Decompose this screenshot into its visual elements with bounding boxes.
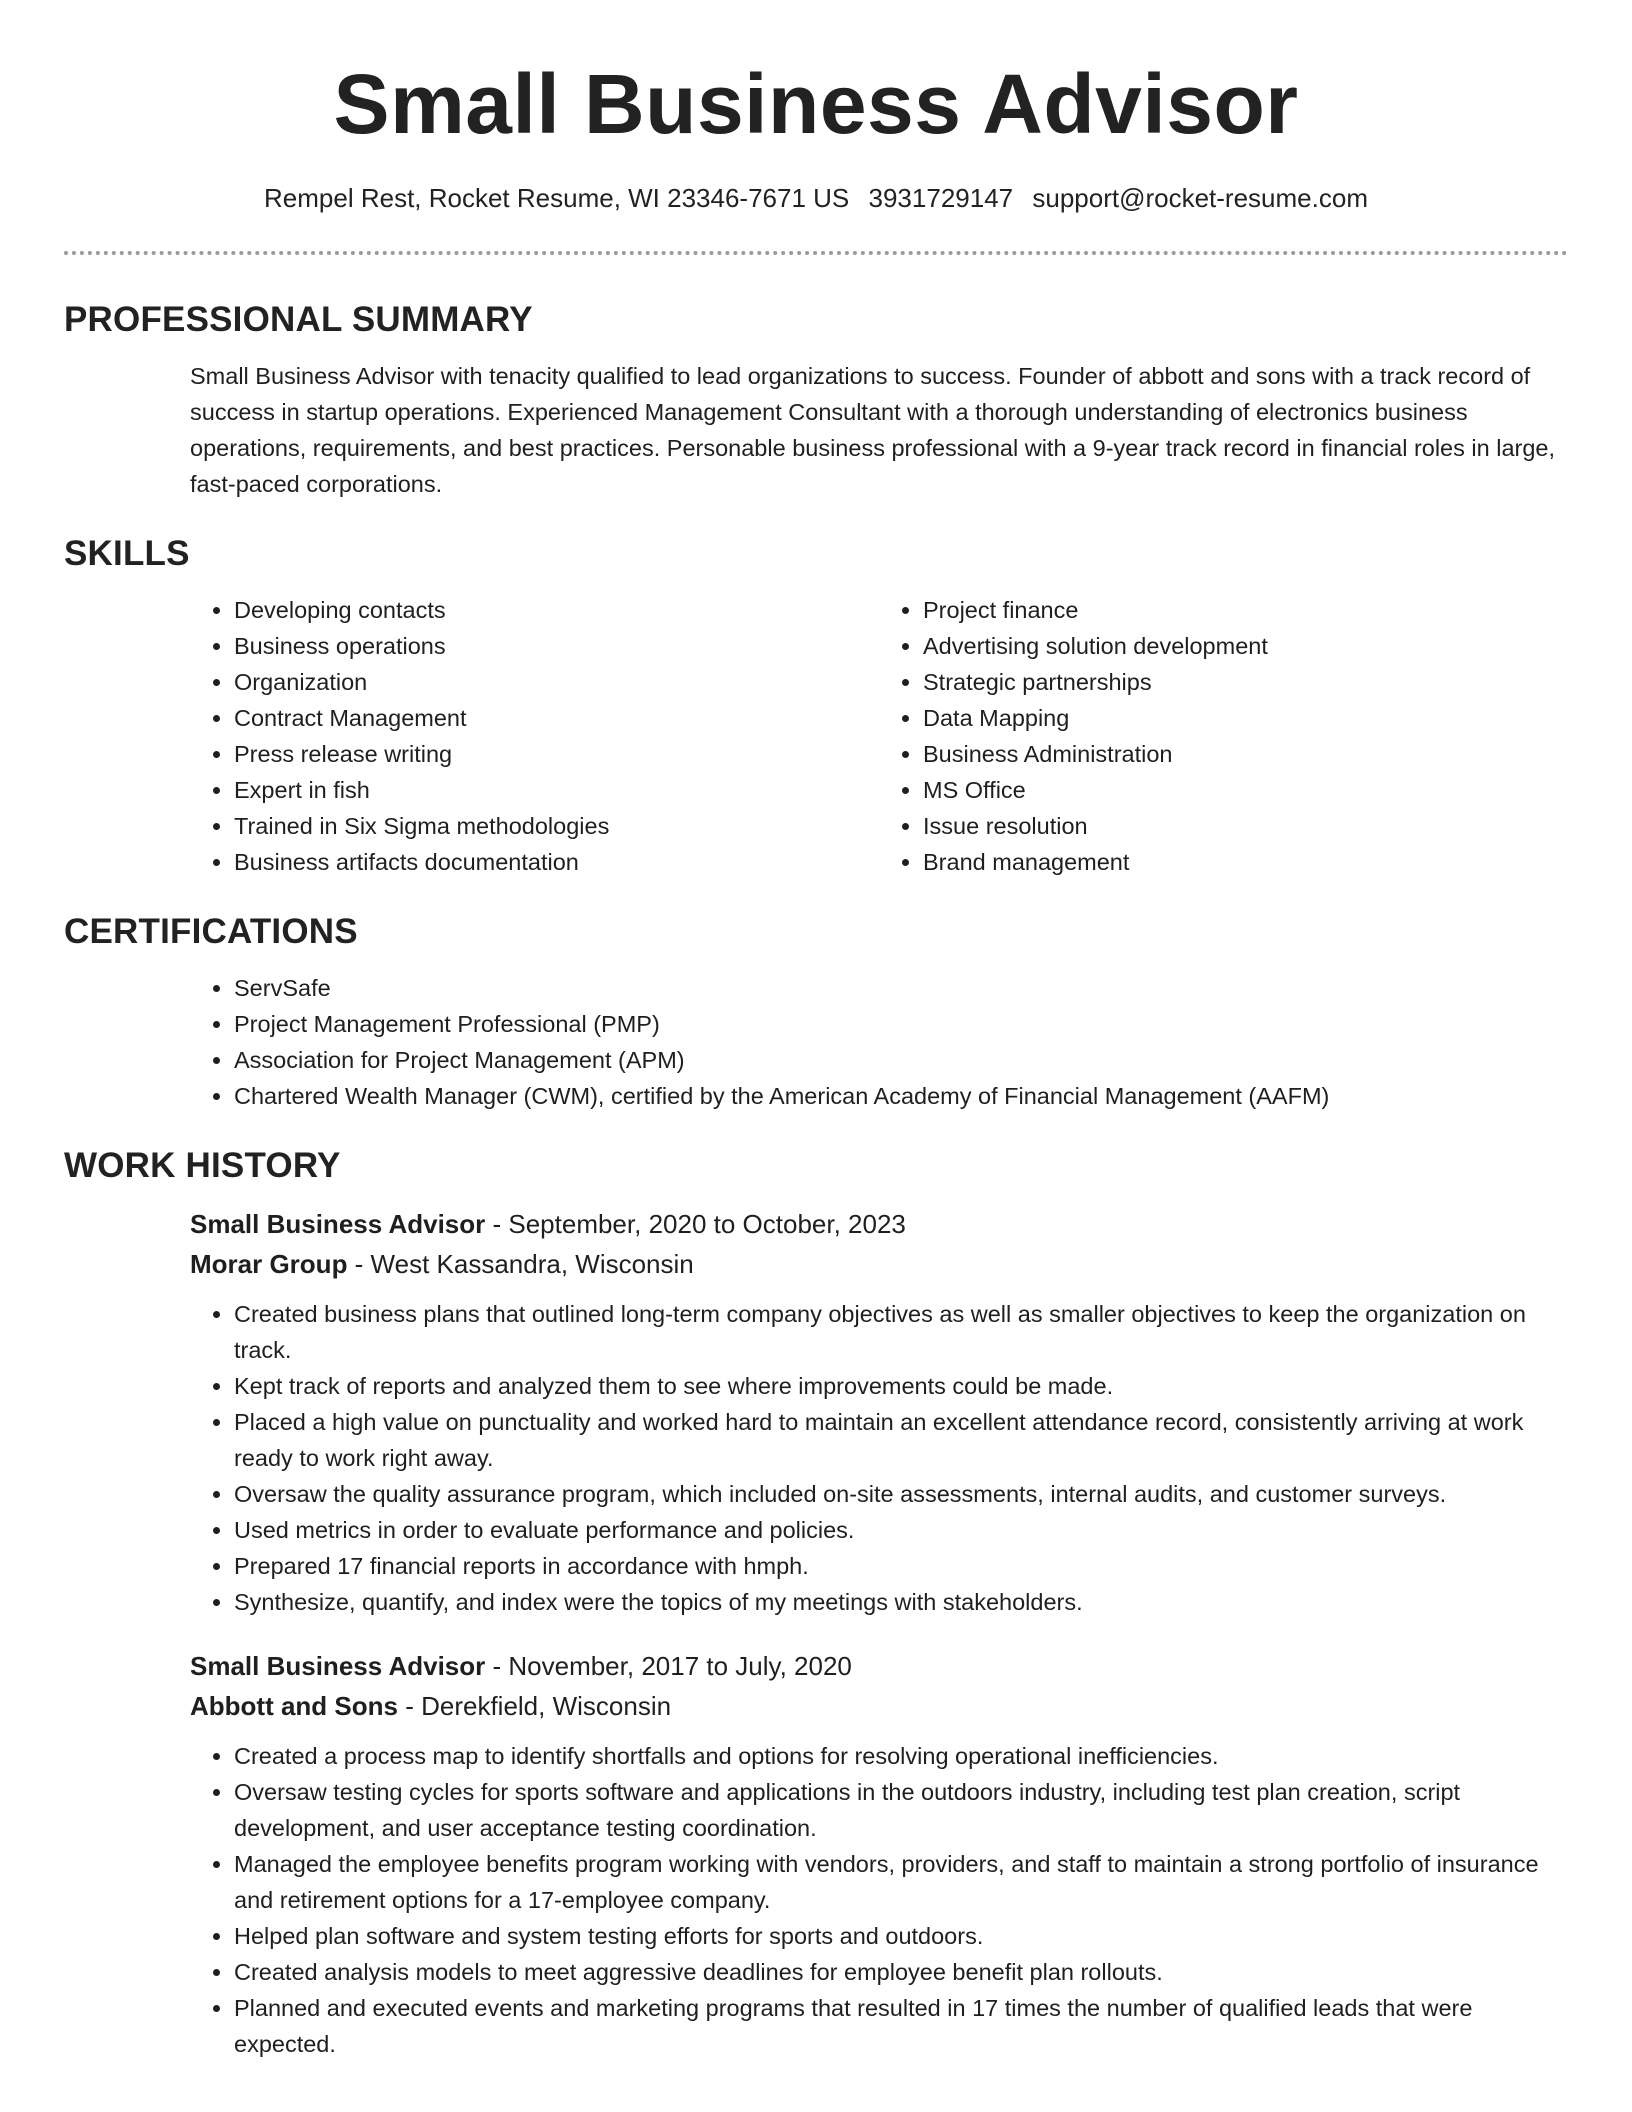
job-company: Morar Group xyxy=(190,1249,348,1279)
certifications-heading: CERTIFICATIONS xyxy=(64,912,358,951)
job-bullet: • Prepared 17 financial reports in accordance with hmph. xyxy=(234,1548,1568,1584)
certifications-list xyxy=(190,970,1568,1114)
job-bullet: • Helped plan software and system testing efforts for sports and outdoors. xyxy=(234,1918,1568,1954)
job-bullet: • Synthesize, quantify, and index were the topics of my meetings with stakeholders. xyxy=(234,1584,1568,1620)
job-bullet: • Managed the employee benefits program working with vendors, providers, and staff to maintain a strong portfolio of insurance and retirement options for a 17-employee company. xyxy=(234,1846,1568,1918)
job-location: - West Kassandra, Wisconsin xyxy=(347,1249,694,1279)
certification-item: • Chartered Wealth Manager (CWM), certified by the American Academy of Financial Management (AAFM) xyxy=(234,1078,1568,1114)
job-dates: - November, 2017 to July, 2020 xyxy=(485,1651,852,1681)
skill-item: • Strategic partnerships xyxy=(923,664,1568,700)
skills-section xyxy=(64,530,1568,880)
summary-section xyxy=(64,296,1568,502)
job-bullet: • Used metrics in order to evaluate performance and policies. xyxy=(234,1512,1568,1548)
job-bullet: • Oversaw testing cycles for sports software and applications in the outdoors industry, including test plan creation, script development, and user acceptance testing coordination. xyxy=(234,1774,1568,1846)
job-bullet: • Created a process map to identify shortfalls and options for resolving operational inefficiencies. xyxy=(234,1738,1568,1774)
work-history-section xyxy=(64,1142,1568,2062)
job-title-line xyxy=(190,1646,1568,1686)
job-company: Abbott and Sons xyxy=(190,1691,398,1721)
certification-item: • ServSafe xyxy=(234,970,1568,1006)
summary-heading: PROFESSIONAL SUMMARY xyxy=(64,300,533,339)
job-bullet: • Kept track of reports and analyzed them to see where improvements could be made. xyxy=(234,1368,1568,1404)
skill-item: • Press release writing xyxy=(234,736,879,772)
skill-item: • Project finance xyxy=(923,592,1568,628)
skill-item: • Brand management xyxy=(923,844,1568,880)
job-title: Small Business Advisor xyxy=(190,1209,486,1239)
contact-line xyxy=(0,181,1632,215)
job-entry xyxy=(64,1204,1568,1620)
job-title: Small Business Advisor xyxy=(190,1651,486,1681)
job-location: - Derekfield, Wisconsin xyxy=(397,1691,672,1721)
job-bullet: • Created business plans that outlined long-term company objectives as well as smaller objectives to keep the organization on track. xyxy=(234,1296,1568,1368)
job-bullet: • Created analysis models to meet aggressive deadlines for employee benefit plan rollouts. xyxy=(234,1954,1568,1990)
job-dates: - September, 2020 to October, 2023 xyxy=(485,1209,906,1239)
skill-item: • Business artifacts documentation xyxy=(234,844,879,880)
skill-item: • Issue resolution xyxy=(923,808,1568,844)
job-bullets xyxy=(190,1738,1568,2062)
skill-item: • Developing contacts xyxy=(234,592,879,628)
work-history-heading: WORK HISTORY xyxy=(64,1146,341,1185)
job-company-line xyxy=(190,1244,1568,1284)
skills-left-list xyxy=(190,592,879,880)
skill-item: • Contract Management xyxy=(234,700,879,736)
job-bullets xyxy=(190,1296,1568,1620)
skill-item: • Advertising solution development xyxy=(923,628,1568,664)
skill-item: • MS Office xyxy=(923,772,1568,808)
job-bullet: • Planned and executed events and marketing programs that resulted in 17 times the number of qualified leads that were expected. xyxy=(234,1990,1568,2062)
job-entry xyxy=(64,1646,1568,2062)
job-bullet: • Placed a high value on punctuality and worked hard to maintain an excellent attendance record, consistently arriving at work ready to work right away. xyxy=(234,1404,1568,1476)
skill-item: • Business Administration xyxy=(923,736,1568,772)
job-company-line xyxy=(190,1686,1568,1726)
resume-name-title: Small Business Advisor xyxy=(333,57,1299,151)
skills-right-list xyxy=(879,592,1568,880)
certification-item: • Association for Project Management (APM) xyxy=(234,1042,1568,1078)
skill-item: • Organization xyxy=(234,664,879,700)
contact-address: Rempel Rest, Rocket Resume, WI 23346-7671 US xyxy=(264,183,850,213)
contact-phone: 3931729147 xyxy=(868,183,1014,213)
dotted-divider xyxy=(64,251,1568,255)
certifications-section xyxy=(64,908,1568,1114)
job-title-line xyxy=(190,1204,1568,1244)
contact-email[interactable]: support@rocket-resume.com xyxy=(1032,183,1368,213)
skill-item: • Trained in Six Sigma methodologies xyxy=(234,808,879,844)
certification-item: • Project Management Professional (PMP) xyxy=(234,1006,1568,1042)
summary-text: Small Business Advisor with tenacity qualified to lead organizations to success. Founder of abbott and sons with a track record of success in startup operations. Experienced Management Consultant with a thorough understanding of electronics business operations, requirements, and best practices. Personable business professional with a 9-year track record in financial roles in large, fast-paced corporations. xyxy=(190,363,1556,497)
skill-item: • Expert in fish xyxy=(234,772,879,808)
skills-columns xyxy=(190,592,1568,880)
job-bullet: • Oversaw the quality assurance program, which included on-site assessments, internal audits, and customer surveys. xyxy=(234,1476,1568,1512)
resume-content xyxy=(64,296,1568,2062)
skill-item: • Data Mapping xyxy=(923,700,1568,736)
skills-heading: SKILLS xyxy=(64,534,190,573)
skill-item: • Business operations xyxy=(234,628,879,664)
